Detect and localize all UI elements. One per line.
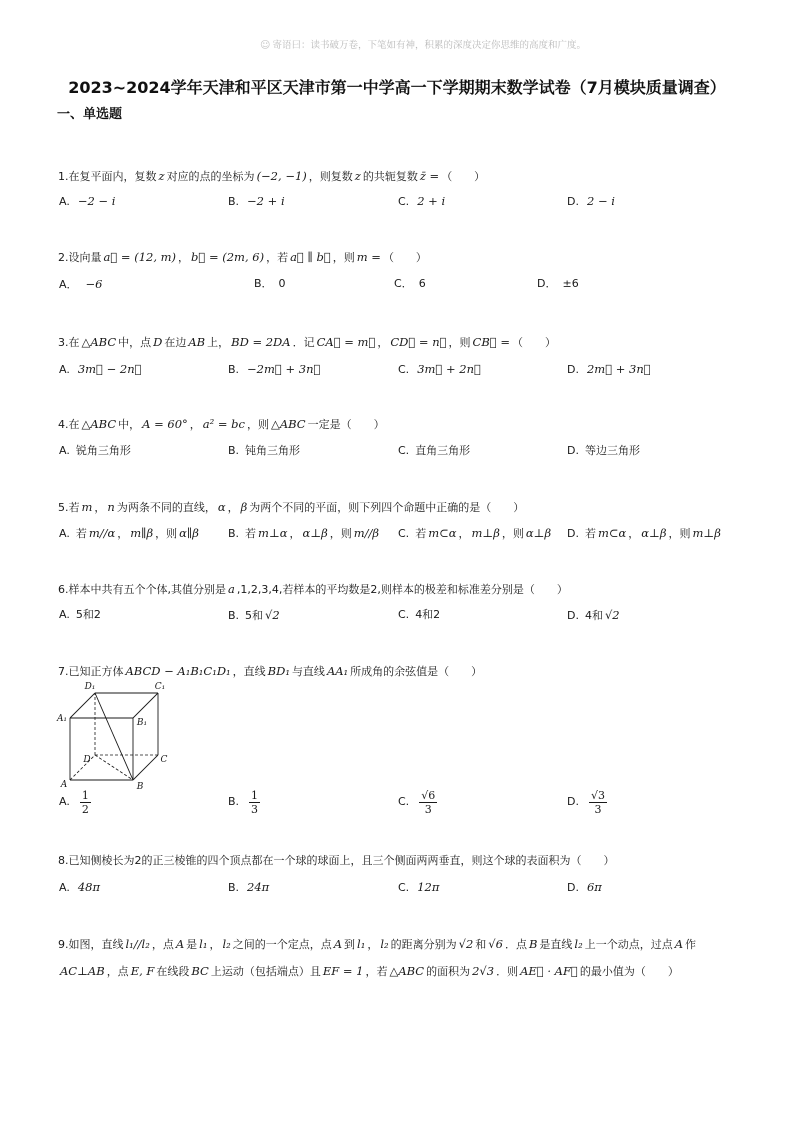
fraction-denominator: 3 xyxy=(251,802,259,816)
cube-edge-bc xyxy=(133,755,158,780)
vertex-label-d1: D₁ xyxy=(84,682,96,692)
math-expression: 2 − i xyxy=(586,194,615,208)
math-expression: EF = 1 xyxy=(322,964,364,978)
fraction-numerator: 1 xyxy=(251,788,259,802)
text-run: 上， xyxy=(207,336,230,349)
text-run: 一定是（ ） xyxy=(307,418,385,431)
math-expression: √6 xyxy=(488,937,503,951)
text-run: （ ） xyxy=(512,336,556,349)
option-d xyxy=(567,525,723,542)
option-b xyxy=(228,607,282,624)
text-run: 4和2 xyxy=(415,608,441,621)
option-b xyxy=(228,879,271,896)
option-label: D. xyxy=(567,609,579,622)
text-run: 所成角的余弦值是（ ） xyxy=(350,665,483,678)
option-label: A. xyxy=(59,444,70,457)
options-row xyxy=(58,525,758,541)
math-expression: √2 xyxy=(458,937,474,951)
options-row xyxy=(58,787,758,817)
fraction xyxy=(80,789,91,816)
math-expression: 3m⃗ − 2n⃗ xyxy=(77,362,142,376)
options-row xyxy=(58,361,758,377)
option-label: A. xyxy=(59,195,70,208)
text-run: ±6 xyxy=(562,277,579,290)
math-expression: 24π xyxy=(247,880,270,894)
text-run: ， xyxy=(227,501,239,514)
math-expression: m∥β xyxy=(130,526,154,540)
text-run: 中， xyxy=(118,418,141,431)
section-heading: 一、单选题 xyxy=(57,107,123,122)
text-run: 4.在 xyxy=(58,418,80,431)
option-label: A. xyxy=(59,881,70,894)
option-b xyxy=(254,276,286,292)
option-a xyxy=(59,787,91,817)
motto-text: 寄语曰：读书破万卷，下笔如有神，积累的深度决定你思维的高度和广度。 xyxy=(272,40,586,51)
text-run: 9.如图，直线 xyxy=(58,938,124,951)
text-run: 为两个不同的平面，则下列四个命题中正确的是（ ） xyxy=(249,501,525,514)
text-run: 7.已知正方体 xyxy=(58,665,124,678)
question-stem xyxy=(58,499,748,516)
text-run: ，点 xyxy=(106,965,129,978)
text-run: 钝角三角形 xyxy=(245,444,301,457)
text-run: ， xyxy=(189,418,201,431)
vertex-label-c1: C₁ xyxy=(154,682,166,692)
question-7 xyxy=(56,663,758,816)
option-label: B. xyxy=(228,195,240,208)
option-a xyxy=(59,879,102,896)
math-expression: z xyxy=(354,169,361,183)
option-label: B. xyxy=(228,444,240,457)
option-label: C． xyxy=(394,277,413,290)
text-run: 5.若 xyxy=(58,501,80,514)
math-expression: △ABC xyxy=(81,417,117,431)
cube-figure xyxy=(55,678,175,792)
math-expression: −2 + i xyxy=(247,194,285,208)
text-run: ， xyxy=(117,527,129,540)
option-a xyxy=(59,443,131,459)
option-label: A． xyxy=(59,278,78,291)
text-run: 在线段 xyxy=(156,965,190,978)
text-run: 上一个动点，过点 xyxy=(584,938,673,951)
option-label: B． xyxy=(254,277,273,290)
vertex-label-c: C xyxy=(160,755,168,765)
math-expression: m⊂α xyxy=(428,526,457,540)
text-run: 的面积为 xyxy=(426,965,471,978)
math-expression: A xyxy=(175,937,185,951)
text-run: 若 xyxy=(245,527,257,540)
option-label: D. xyxy=(567,527,579,540)
math-expression: A xyxy=(333,937,343,951)
text-run: 之间的一个定点，点 xyxy=(232,938,332,951)
option-c xyxy=(398,879,441,896)
option-d xyxy=(567,879,604,896)
option-b xyxy=(228,193,287,210)
text-run: ，直线 xyxy=(232,665,266,678)
math-expression: √2 xyxy=(604,608,620,622)
option-label: D. xyxy=(567,444,579,457)
text-run: 锐角三角形 xyxy=(75,444,131,457)
option-c xyxy=(398,607,440,623)
text-run: ，若 xyxy=(365,965,388,978)
math-expression: B xyxy=(528,937,538,951)
option-label: C. xyxy=(398,444,410,457)
option-label: B. xyxy=(228,609,240,622)
math-expression: n xyxy=(107,500,115,514)
text-run: 若 xyxy=(75,527,87,540)
option-label: C. xyxy=(398,527,410,540)
math-expression: m = xyxy=(356,250,381,264)
option-b xyxy=(228,443,300,459)
math-expression: CA⃗ = m⃗ xyxy=(316,335,376,349)
text-run: （ ） xyxy=(382,251,427,264)
text-run: 到 xyxy=(344,938,356,951)
text-run: ，则 xyxy=(501,527,524,540)
text-run: 的共轭复数 xyxy=(362,170,418,183)
option-c xyxy=(398,787,437,817)
fraction xyxy=(589,789,607,816)
math-expression: m//α xyxy=(88,526,116,540)
question-stem xyxy=(58,416,748,433)
math-expression: 2 + i xyxy=(417,194,446,208)
text-run: （ ） xyxy=(441,170,486,183)
fraction-denominator: 3 xyxy=(594,802,602,816)
option-label: D. xyxy=(567,881,579,894)
option-c xyxy=(398,525,553,542)
text-run: 对应的点的坐标为 xyxy=(166,170,255,183)
text-run: 在边 xyxy=(164,336,187,349)
option-c xyxy=(398,443,470,459)
fraction-denominator: 2 xyxy=(81,802,89,816)
option-b xyxy=(228,787,260,817)
math-expression: z̄ = xyxy=(419,169,440,183)
smiley-icon: ☺ xyxy=(260,40,271,51)
math-expression: A xyxy=(674,937,684,951)
text-run: 是 xyxy=(186,938,198,951)
diagonal-bd1 xyxy=(95,693,133,780)
math-expression: 48π xyxy=(77,880,101,894)
math-expression: AC⊥AB xyxy=(60,964,105,978)
text-run: 2.设向量 xyxy=(58,251,102,264)
text-run: ，则 xyxy=(332,251,355,264)
option-b xyxy=(228,361,322,378)
text-run: 是直线 xyxy=(539,938,573,951)
text-run: 若 xyxy=(415,527,427,540)
text-run: 5和 xyxy=(245,609,264,622)
option-a xyxy=(59,361,144,378)
text-run: 作 xyxy=(685,938,697,951)
fraction-numerator: √3 xyxy=(590,788,605,802)
text-run: ，则复数 xyxy=(308,170,353,183)
text-run: ．记 xyxy=(292,336,315,349)
text-run: 上运动（包括端点）且 xyxy=(210,965,321,978)
option-label: B. xyxy=(228,527,240,540)
text-run: ，则 xyxy=(155,527,178,540)
vertex-label-d: D xyxy=(83,755,91,765)
option-label: B. xyxy=(228,363,240,376)
text-run: 与直线 xyxy=(291,665,325,678)
text-run: 等边三角形 xyxy=(584,444,640,457)
text-run: 1.在复平面内，复数 xyxy=(58,170,157,183)
vertex-label-b1: B₁ xyxy=(136,718,148,728)
question-8 xyxy=(58,853,758,894)
question-stem xyxy=(58,249,748,266)
text-run: 5和2 xyxy=(75,608,101,621)
math-expression: m⊥β xyxy=(692,526,721,540)
question-stem xyxy=(58,168,748,185)
text-run: ， xyxy=(178,251,190,264)
option-d xyxy=(537,276,579,292)
text-run: 3.在 xyxy=(58,336,80,349)
vertex-label-a: A xyxy=(60,780,68,790)
option-label: D. xyxy=(567,795,579,808)
option-label: D. xyxy=(567,195,579,208)
text-run: 的距离分别为 xyxy=(390,938,457,951)
question-stem xyxy=(58,581,748,598)
math-expression: l₂ xyxy=(380,937,389,951)
math-expression: √2 xyxy=(265,608,280,622)
option-a xyxy=(59,525,201,542)
math-expression: m⊥β xyxy=(471,526,500,540)
text-run: ，则 xyxy=(246,418,269,431)
option-label: A. xyxy=(59,363,70,376)
vertex-label-a1: A₁ xyxy=(56,714,68,724)
math-expression: AA₁ xyxy=(326,664,349,678)
text-run: 8.已知侧棱长为2的正三棱锥的四个顶点都在一个球的球面上，且三个侧面两两垂直，则这个球的表面积为（ ） xyxy=(58,854,615,867)
math-expression: E, F xyxy=(130,964,155,978)
option-label: D． xyxy=(537,277,557,290)
math-expression: l₁ xyxy=(199,937,208,951)
math-expression: a xyxy=(228,582,235,596)
question-5 xyxy=(58,499,758,540)
math-expression: β xyxy=(240,500,248,514)
options-row xyxy=(58,276,758,292)
option-a xyxy=(59,193,117,210)
text-run: 6 xyxy=(418,277,426,290)
option-label: C. xyxy=(398,795,410,808)
math-expression: a² = bc xyxy=(202,417,245,431)
option-label: A. xyxy=(59,527,70,540)
math-expression: a⃗ ∥ b⃗ xyxy=(290,250,331,264)
options-row xyxy=(58,879,758,895)
math-expression: 3m⃗ + 2n⃗ xyxy=(417,362,481,376)
option-label: A. xyxy=(59,795,70,808)
math-expression: α⊥β xyxy=(525,526,552,540)
option-d xyxy=(567,443,640,459)
text-run: ，则 xyxy=(668,527,691,540)
options-row xyxy=(58,193,758,209)
text-run: ．则 xyxy=(496,965,519,978)
text-run: 的最小值为（ ） xyxy=(579,965,679,978)
math-expression: CD⃗ = n⃗ xyxy=(390,335,447,349)
option-label: C. xyxy=(398,608,410,621)
text-run: ,1,2,3,4,若样本的平均数是2,则样本的极差和标准差分别是（ ） xyxy=(236,583,568,596)
fraction xyxy=(249,789,260,816)
math-expression: △ABC xyxy=(270,417,306,431)
options-row xyxy=(58,607,758,623)
option-c xyxy=(398,361,483,378)
math-expression: A = 60° xyxy=(142,417,188,431)
math-expression: m xyxy=(81,500,93,514)
math-expression: m//β xyxy=(353,526,380,540)
math-expression: l₁ xyxy=(357,937,366,951)
question-3 xyxy=(58,334,758,376)
option-b xyxy=(228,525,381,542)
text-run: ， xyxy=(367,938,379,951)
option-d xyxy=(567,607,622,624)
question-4 xyxy=(58,416,758,457)
math-expression: −6 xyxy=(85,277,103,291)
text-run: ， xyxy=(628,527,640,540)
text-run: 和 xyxy=(475,938,487,951)
option-label: D. xyxy=(567,363,579,376)
text-run: 4和 xyxy=(584,609,603,622)
math-expression: l₂ xyxy=(574,937,583,951)
text-run: ，则 xyxy=(329,527,352,540)
option-label: C. xyxy=(398,363,410,376)
math-expression: BD₁ xyxy=(267,664,290,678)
math-expression: −2m⃗ + 3n⃗ xyxy=(247,362,321,376)
question-1 xyxy=(58,168,758,208)
math-expression: AE⃗ · AF⃗ xyxy=(520,964,578,978)
math-expression: b⃗ = (2m, 6) xyxy=(191,250,265,264)
question-stem xyxy=(58,853,748,869)
fraction-numerator: 1 xyxy=(81,788,89,802)
option-label: B. xyxy=(228,795,240,808)
math-expression: △ABC xyxy=(81,335,117,349)
math-expression: −2 − i xyxy=(77,194,116,208)
header-motto xyxy=(0,39,794,53)
option-d xyxy=(567,787,607,817)
text-run: ， xyxy=(377,336,389,349)
option-a xyxy=(59,276,104,293)
option-a xyxy=(59,607,101,623)
text-run: ， xyxy=(458,527,470,540)
fraction xyxy=(419,789,437,816)
math-expression: α∥β xyxy=(179,526,199,540)
math-expression: BD = 2DA xyxy=(231,335,291,349)
option-label: C. xyxy=(398,195,410,208)
fraction-denominator: 3 xyxy=(424,802,432,816)
options-row xyxy=(58,443,758,459)
math-expression: 12π xyxy=(417,880,440,894)
math-expression: D xyxy=(153,335,163,349)
math-expression: l₁//l₂ xyxy=(125,937,150,951)
text-run: 若 xyxy=(584,527,596,540)
text-run: ， xyxy=(94,501,106,514)
option-d xyxy=(567,193,617,210)
math-expression: l₂ xyxy=(222,937,231,951)
math-expression: a⃗ = (12, m) xyxy=(103,250,177,264)
math-expression: BC xyxy=(191,964,209,978)
exam-title: 2023~2024学年天津和平区天津市第一中学高一下学期期末数学试卷（7月模块质量调查） xyxy=(68,78,726,97)
option-label: C. xyxy=(398,881,410,894)
math-expression: (−2, −1) xyxy=(256,169,307,183)
math-expression: 6π xyxy=(586,880,602,894)
cube-edge-c1b1 xyxy=(133,693,158,718)
cube-edge-a1d1 xyxy=(70,693,95,718)
option-c xyxy=(398,193,447,210)
math-expression: △ABC xyxy=(389,964,425,978)
question-9 xyxy=(58,931,758,985)
text-run: 为两条不同的直线， xyxy=(116,501,216,514)
vertex-label-b: B xyxy=(136,782,144,792)
options-row xyxy=(58,957,758,973)
text-run: 0 xyxy=(278,277,286,290)
math-expression: CB⃗ = xyxy=(472,335,510,349)
text-run: ，则 xyxy=(448,336,471,349)
option-label: B. xyxy=(228,881,240,894)
math-expression: ABCD − A₁B₁C₁D₁ xyxy=(125,664,231,678)
text-run: ，若 xyxy=(266,251,289,264)
text-run: 直角三角形 xyxy=(415,444,471,457)
text-run: ， xyxy=(209,938,221,951)
option-c xyxy=(394,276,426,292)
text-run: ，点 xyxy=(151,938,174,951)
math-expression: α xyxy=(217,500,226,514)
question-6 xyxy=(58,581,758,622)
math-expression: 2m⃗ + 3n⃗ xyxy=(586,362,651,376)
math-expression: α⊥β xyxy=(302,526,328,540)
text-run: ．点 xyxy=(504,938,527,951)
question-2 xyxy=(58,249,758,291)
math-expression: α⊥β xyxy=(641,526,667,540)
option-d xyxy=(567,361,653,378)
math-expression: 2√3 xyxy=(472,964,495,978)
math-expression: m⊂α xyxy=(597,526,627,540)
text-run: 6.样本中共有五个个体,其值分别是 xyxy=(58,583,226,596)
text-run: ， xyxy=(289,527,301,540)
fraction-numerator: √6 xyxy=(421,788,436,802)
math-expression: AB xyxy=(188,335,206,349)
math-expression: m⊥α xyxy=(258,526,288,540)
question-stem xyxy=(58,334,748,351)
math-expression: z xyxy=(158,169,165,183)
text-run: 中，点 xyxy=(118,336,152,349)
option-label: A. xyxy=(59,608,70,621)
